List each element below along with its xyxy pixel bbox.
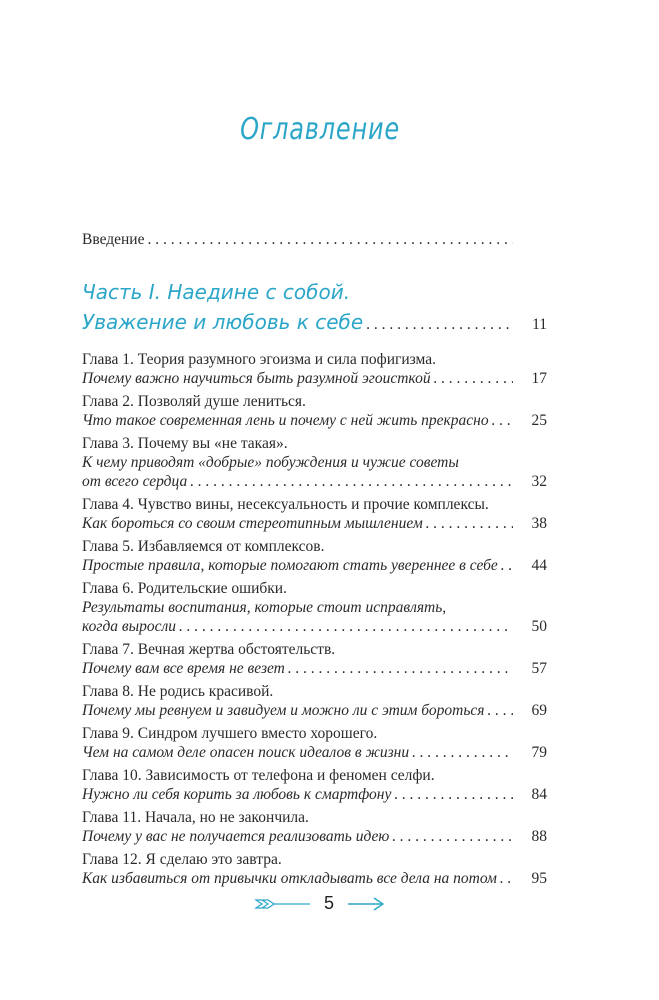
- chapter-title: Глава 5. Избавляемся от комплексов.: [82, 538, 325, 555]
- chapter-title: Глава 11. Начала, но не закончила.: [82, 809, 309, 826]
- intro-label: Введение: [82, 231, 145, 248]
- page-title: Оглавление: [240, 112, 400, 147]
- chapter-title: Глава 8. Не родись красивой.: [82, 683, 274, 700]
- chapter-title: Глава 9. Синдром лучшего вместо хорошего.: [82, 725, 378, 742]
- dot-leader: [179, 617, 513, 636]
- dot-leader: [190, 472, 513, 491]
- page-number: 25: [531, 412, 547, 429]
- dot-leader: [366, 310, 513, 340]
- part-title-line2: Уважение и любовь к себе: [82, 310, 364, 334]
- page-number: 44: [531, 557, 547, 574]
- toc-entry-chapter-2[interactable]: [82, 392, 547, 430]
- page-footer: [0, 893, 640, 914]
- dot-leader: [500, 869, 513, 888]
- dot-leader: [487, 701, 513, 720]
- page-number: 32: [531, 473, 547, 490]
- chapter-subtitle: от всего сердца: [82, 473, 188, 490]
- page-number: 69: [531, 702, 547, 719]
- page-number: 38: [531, 515, 547, 532]
- chapter-subtitle: Чем на самом деле опасен поиск идеалов в жизни: [82, 744, 410, 761]
- chapter-subtitle: Почему мы ревнуем и завидуем и можно ли с этим бороться: [82, 702, 485, 719]
- table-of-contents: [82, 230, 547, 888]
- chapter-title: Глава 4. Чувство вины, несексуальность и прочие комплексы.: [82, 496, 489, 513]
- toc-entry-intro[interactable]: [82, 230, 547, 249]
- toc-entry-chapter-6[interactable]: [82, 579, 547, 636]
- dot-leader: [412, 743, 513, 762]
- toc-entry-chapter-5[interactable]: [82, 537, 547, 575]
- toc-entry-chapter-7[interactable]: [82, 640, 547, 678]
- dot-leader: [394, 785, 513, 804]
- page-number: 11: [532, 316, 547, 333]
- page-number: 95: [531, 870, 547, 887]
- part-title-line1: Часть I. Наедине с собой.: [82, 280, 351, 304]
- page-number: 84: [531, 786, 547, 803]
- toc-entry-chapter-9[interactable]: [82, 724, 547, 762]
- chapter-subtitle: Почему вам все время не везет: [82, 660, 285, 677]
- chapter-subtitle: Почему у вас не получается реализовать идею: [82, 828, 390, 845]
- dot-leader: [434, 369, 513, 388]
- chapter-subtitle: Почему важно научиться быть разумной эгоисткой: [82, 370, 431, 387]
- chapter-title: Глава 3. Почему вы «не такая».: [82, 435, 288, 452]
- chapter-title: Глава 10. Зависимость от телефона и феномен селфи.: [82, 767, 435, 784]
- chapter-subtitle: Как бороться со своим стереотипным мышлением: [82, 515, 423, 532]
- toc-entry-chapter-4[interactable]: [82, 495, 547, 533]
- dot-leader: [288, 659, 513, 678]
- chapter-title: Глава 1. Теория разумного эгоизма и сила пофигизма.: [82, 351, 437, 368]
- chapter-subtitle: Что такое современная лень и почему с ней жить прекрасно: [82, 412, 489, 429]
- page-number: 79: [531, 744, 547, 761]
- page-number: 57: [531, 660, 547, 677]
- chapter-subtitle: когда выросли: [82, 618, 177, 635]
- page-number-footer: 5: [323, 893, 334, 913]
- toc-entry-chapter-8[interactable]: [82, 682, 547, 720]
- chapter-subtitle: Результаты воспитания, которые стоит исправлять,: [82, 599, 447, 616]
- toc-entry-chapter-11[interactable]: [82, 808, 547, 846]
- toc-part-1[interactable]: [82, 277, 547, 340]
- dot-leader: [501, 556, 513, 575]
- dot-leader: [392, 827, 513, 846]
- chapter-title: Глава 12. Я сделаю это завтра.: [82, 851, 282, 868]
- dot-leader: [426, 514, 513, 533]
- toc-entry-chapter-12[interactable]: [82, 850, 547, 888]
- chapter-title: Глава 2. Позволяй душе лениться.: [82, 393, 306, 410]
- dot-leader: [492, 411, 513, 430]
- toc-entry-chapter-1[interactable]: [82, 350, 547, 388]
- feather-arrow-tail-icon: [254, 896, 312, 912]
- chapter-subtitle: К чему приводят «добрые» побуждения и чужие советы: [82, 454, 459, 471]
- chapter-title: Глава 6. Родительские ошибки.: [82, 580, 287, 597]
- chapter-title: Глава 7. Вечная жертва обстоятельств.: [82, 641, 336, 658]
- toc-entry-chapter-10[interactable]: [82, 766, 547, 804]
- chapter-subtitle: Нужно ли себя корить за любовь к смартфону: [82, 786, 392, 803]
- page-number: 88: [531, 828, 547, 845]
- chapter-subtitle: Как избавиться от привычки откладывать все дела на потом: [82, 870, 497, 887]
- chapter-subtitle: Простые правила, которые помогают стать увереннее в себе: [82, 557, 498, 574]
- page-number: 50: [531, 618, 547, 635]
- dot-leader: [147, 230, 513, 249]
- toc-entry-chapter-3[interactable]: [82, 434, 547, 491]
- arrow-right-icon: [346, 896, 386, 912]
- page-number: 17: [531, 370, 547, 387]
